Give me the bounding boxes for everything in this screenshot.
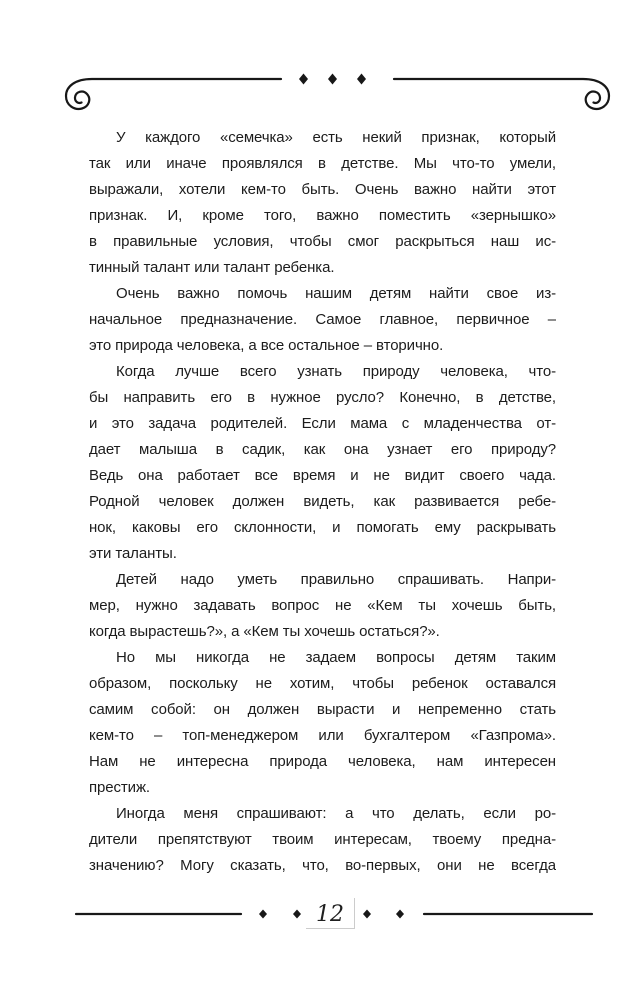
paragraph: [89, 125, 556, 281]
diamond-icon: [363, 910, 371, 919]
text-line: значению? Могу сказать, что, во-первых, они не всегда: [89, 857, 556, 874]
text-line: Иногда меня спрашивают: а что делать, если ро-: [116, 805, 556, 822]
text-line: это природа человека, а все остальное – вторично.: [89, 337, 444, 354]
text-line: Ведь она работает все время и не видит своего чада.: [89, 467, 556, 484]
page-text: [89, 125, 556, 879]
paragraph: [89, 645, 556, 801]
diamond-icon: [299, 74, 308, 85]
diamond-icon: [328, 74, 337, 85]
paragraph: [89, 801, 556, 879]
page-number: 12: [316, 902, 344, 927]
diamond-icon: [396, 910, 404, 919]
text-line: Но мы никогда не задаем вопросы детям таким: [116, 649, 556, 666]
text-line: Когда лучше всего узнать природу человека, что-: [116, 363, 556, 380]
text-line: когда вырастешь?», а «Кем ты хочешь остаться?».: [89, 623, 440, 640]
text-line: признак. И, кроме того, важно поместить «зернышко»: [89, 207, 556, 224]
text-line: бы направить его в нужное русло? Конечно, в детстве,: [89, 389, 556, 406]
flourish-left-icon: [66, 79, 281, 109]
diamond-icon: [259, 910, 267, 919]
text-line: выражали, хотели кем-то быть. Очень важно найти этот: [89, 181, 556, 198]
text-line: Родной человек должен видеть, как развивается ребе-: [89, 493, 556, 510]
text-line: образом, поскольку не хотим, чтобы ребенок оставался: [89, 675, 556, 692]
text-line: Детей надо уметь правильно спрашивать. Напри-: [116, 571, 556, 588]
text-line: мер, нужно задавать вопрос не «Кем ты хочешь быть,: [89, 597, 556, 614]
paragraph: [89, 281, 556, 359]
text-line: дает малыша в садик, как она узнает его природу?: [89, 441, 556, 458]
text-line: дители препятствуют твоим интересам, твоему предна-: [89, 831, 556, 848]
text-line: эти таланты.: [89, 545, 177, 562]
paragraph: [89, 567, 556, 645]
text-line: и это задача родителей. Если мама с младенчества от-: [89, 415, 556, 432]
diamond-icon: [357, 74, 366, 85]
paragraph: [89, 359, 556, 567]
diamond-icon: [293, 910, 301, 919]
text-line: самим собой: он должен вырасти и непременно стать: [89, 701, 556, 718]
text-line: Очень важно помочь нашим детям найти свое из-: [116, 285, 556, 302]
text-line: тинный талант или талант ребенка.: [89, 259, 335, 276]
text-line: так или иначе проявлялся в детстве. Мы что-то умели,: [89, 155, 556, 172]
text-line: начальное предназначение. Самое главное, первичное –: [89, 311, 556, 328]
flourish-right-icon: [394, 79, 609, 109]
text-line: престиж.: [89, 779, 150, 796]
text-line: У каждого «семечка» есть некий признак, который: [116, 129, 556, 146]
text-line: Нам не интересна природа человека, нам интересен: [89, 753, 556, 770]
text-line: в правильные условия, чтобы смог раскрыться наш ис-: [89, 233, 556, 250]
text-line: кем-то – топ-менеджером или бухгалтером «Газпрома».: [89, 727, 556, 744]
header-ornament: [0, 58, 644, 114]
page-number-box: [306, 898, 355, 929]
text-line: нок, каковы его склонности, и помогать ему раскрывать: [89, 519, 556, 536]
